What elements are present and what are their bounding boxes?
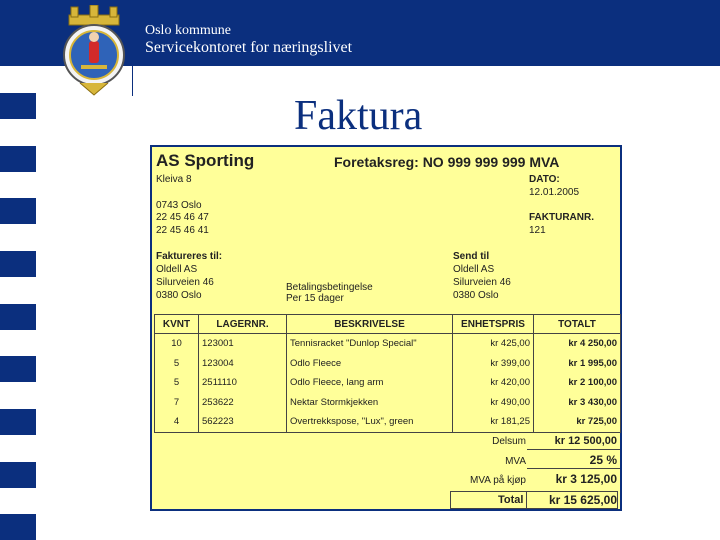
- org-registration: Foretaksreg: NO 999 999 999 MVA: [334, 154, 560, 170]
- ship-to-label: Send til: [453, 251, 490, 262]
- vat-amount-value: kr 3 125,00: [555, 472, 617, 486]
- department-name: Servicekontoret for næringslivet: [145, 39, 353, 56]
- vat-amount-label: MVA på kjøp: [470, 475, 526, 486]
- qty-cell: 5: [155, 354, 199, 374]
- description-cell: Nektar Stormkjekken: [287, 393, 453, 413]
- vat-label: MVA: [505, 456, 526, 467]
- unit-price-cell: kr 181,25: [453, 412, 534, 432]
- column-header: KVNT: [155, 315, 199, 334]
- qty-cell: 10: [155, 334, 199, 354]
- payment-terms-value: Per 15 dager: [286, 293, 344, 304]
- line-total-cell: kr 2 100,00: [534, 373, 621, 393]
- payment-terms-label: Betalingsbetingelse: [286, 282, 373, 293]
- vat-rate-value: 25 %: [589, 453, 617, 467]
- invoice-number-value: 121: [529, 225, 546, 236]
- unit-price-cell: kr 420,00: [453, 373, 534, 393]
- column-header: TOTALT: [534, 315, 621, 334]
- line-total-cell: kr 1 995,00: [534, 354, 621, 374]
- qty-cell: 4: [155, 412, 199, 432]
- line-total-cell: kr 4 250,00: [534, 334, 621, 354]
- description-cell: Odlo Fleece, lang arm: [287, 373, 453, 393]
- billed-to-label: Faktureres til:: [156, 251, 223, 262]
- table-row: [155, 354, 621, 374]
- company-address: Kleiva 8: [156, 174, 192, 185]
- ship-to-line: Silurveien 46: [453, 277, 511, 288]
- company-name: AS Sporting: [156, 151, 255, 170]
- description-cell: Odlo Fleece: [287, 354, 453, 374]
- invoice-items-table: [154, 314, 621, 433]
- unit-price-cell: kr 425,00: [453, 334, 534, 354]
- date-value: 12.01.2005: [529, 187, 580, 198]
- ship-to-line: 0380 Oslo: [453, 290, 499, 301]
- slide-title: Faktura: [294, 93, 423, 139]
- subtotal-value: kr 12 500,00: [554, 435, 617, 447]
- summary-divider: [527, 449, 620, 450]
- column-header: BESKRIVELSE: [287, 315, 453, 334]
- unit-price-cell: kr 490,00: [453, 393, 534, 413]
- ship-to-line: Oldell AS: [453, 264, 495, 275]
- oslo-coat-of-arms-icon: [55, 5, 133, 99]
- sku-cell: 123001: [199, 334, 287, 354]
- line-total-cell: kr 725,00: [534, 412, 621, 432]
- invoice-number-label: FAKTURANR.: [529, 212, 594, 223]
- billed-to-line: Silurveien 46: [156, 277, 214, 288]
- sku-cell: 253622: [199, 393, 287, 413]
- company-fax: 22 45 46 41: [156, 225, 209, 236]
- description-cell: Overtrekkspose, "Lux", green: [287, 412, 453, 432]
- table-header-row: [155, 315, 621, 334]
- summary-divider: [527, 468, 620, 469]
- qty-cell: 5: [155, 373, 199, 393]
- org-name: Oslo kommune: [145, 23, 231, 38]
- sku-cell: 2511110: [199, 373, 287, 393]
- header-divider: [132, 10, 133, 96]
- table-row: [155, 412, 621, 432]
- total-box-divider: [526, 491, 527, 509]
- column-header: LAGERNR.: [199, 315, 287, 334]
- column-header: ENHETSPRIS: [453, 315, 534, 334]
- subtotal-label: Delsum: [492, 436, 526, 447]
- date-label: DATO:: [529, 174, 560, 185]
- table-row: [155, 334, 621, 354]
- unit-price-cell: kr 399,00: [453, 354, 534, 374]
- table-row: [155, 373, 621, 393]
- billed-to-line: 0380 Oslo: [156, 290, 202, 301]
- invoice: [150, 145, 622, 511]
- company-postal: 0743 Oslo: [156, 200, 202, 211]
- description-cell: Tennisracket "Dunlop Special": [287, 334, 453, 354]
- billed-to-line: Oldell AS: [156, 264, 198, 275]
- sku-cell: 123004: [199, 354, 287, 374]
- sku-cell: 562223: [199, 412, 287, 432]
- line-total-cell: kr 3 430,00: [534, 393, 621, 413]
- company-phone: 22 45 46 47: [156, 212, 209, 223]
- table-row: [155, 393, 621, 413]
- total-label: Total: [498, 494, 524, 506]
- qty-cell: 7: [155, 393, 199, 413]
- total-value: kr 15 625,00: [548, 493, 617, 507]
